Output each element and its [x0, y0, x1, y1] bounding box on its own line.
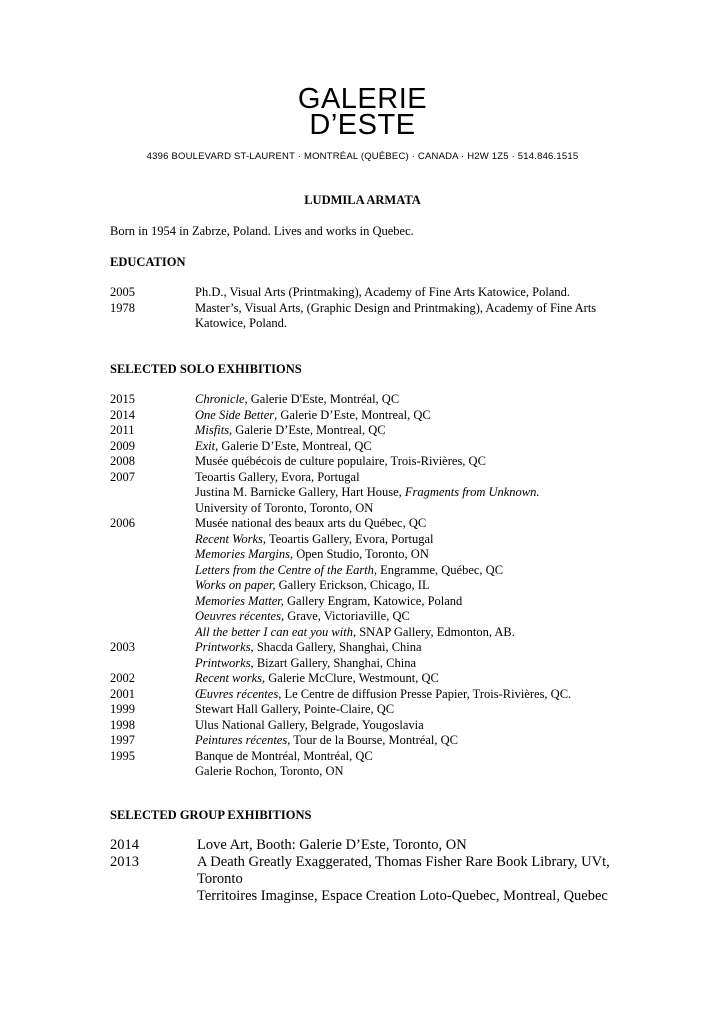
entry-year: 2011	[110, 423, 135, 437]
solo-exhibition-row	[110, 408, 630, 424]
entry-year: 2003	[110, 640, 135, 654]
artist-bio: Born in 1954 in Zabrze, Poland. Lives and works in Quebec.	[110, 224, 414, 238]
solo-exhibition-row	[110, 547, 630, 563]
solo-exhibition-row	[110, 423, 630, 439]
entry-description	[195, 563, 630, 579]
entry-description: Territoires Imaginse, Espace Creation Loto-Quebec, Montreal, Quebec	[197, 888, 608, 904]
solo-exhibitions-list	[110, 392, 630, 780]
gallery-address: 4396 BOULEVARD ST-LAURENT · MONTRÉAL (QUÉBEC) · CANADA · H2W 1Z5 · 514.846.1515	[146, 151, 579, 162]
exhibition-venue: , Galerie D’Este, Montreal, QC	[229, 423, 386, 437]
exhibition-venue: , Galerie D’Este, Montreal, QC	[274, 407, 431, 422]
exhibition-venue: Teoartis Gallery, Evora, Portugal	[266, 531, 434, 546]
entry-description	[195, 547, 630, 563]
logo-line-1: GALERIE	[297, 83, 428, 115]
education-list	[110, 285, 630, 332]
entry-year	[110, 501, 195, 517]
exhibition-title: Peintures récentes,	[195, 733, 291, 747]
exhibition-venue: Musée national des beaux arts du Québec, QC	[195, 516, 427, 530]
entry-year: 2015	[110, 392, 135, 406]
exhibition-title: Oeuvres récentes,	[195, 609, 285, 623]
exhibition-venue: Tour de la Bourse, Montréal, QC	[290, 733, 458, 747]
entry-year: 2013	[110, 854, 139, 870]
solo-exhibition-row	[110, 625, 630, 641]
exhibition-venue: Grave, Victoriaville, QC	[284, 609, 410, 623]
exhibition-title: Fragments from Unknown.	[404, 485, 540, 499]
group-exhibition-row	[110, 837, 630, 854]
exhibition-title: Recent Works,	[195, 531, 267, 546]
entry-year	[110, 563, 195, 579]
group-heading: SELECTED GROUP EXHIBITIONS	[110, 808, 312, 822]
exhibition-venue: , Galerie D’Este, Montreal, QC	[215, 438, 372, 453]
entry-year: 2005	[110, 285, 135, 299]
entry-description: Master’s, Visual Arts, (Graphic Design and Printmaking), Academy of Fine Arts Katowice, Poland.	[195, 300, 597, 330]
solo-exhibition-row	[110, 656, 630, 672]
entry-year: 2001	[110, 686, 135, 701]
exhibition-venue: Gallery Engram, Katowice, Poland	[283, 593, 463, 608]
entry-year	[110, 594, 195, 610]
exhibition-venue: University of Toronto, Toronto, ON	[195, 500, 374, 515]
group-exhibition-row	[110, 854, 630, 888]
solo-exhibition-row	[110, 594, 630, 610]
entry-year: 1997	[110, 733, 135, 747]
education-heading: EDUCATION	[110, 255, 186, 269]
entry-description	[195, 578, 630, 594]
exhibition-title: Printworks,	[195, 655, 254, 670]
solo-exhibition-row	[110, 749, 630, 765]
exhibition-title: All the better I can eat you with	[195, 624, 353, 639]
exhibition-venue: Stewart Hall Gallery, Pointe-Claire, QC	[195, 702, 395, 716]
exhibition-title: Recent works,	[195, 671, 266, 685]
education-row	[110, 285, 630, 301]
solo-exhibition-row	[110, 532, 630, 548]
solo-exhibition-row	[110, 485, 630, 501]
entry-year: 1999	[110, 702, 135, 716]
entry-year	[110, 609, 195, 625]
entry-year: 2002	[110, 671, 135, 685]
solo-exhibition-row	[110, 470, 630, 486]
entry-description	[195, 640, 630, 656]
entry-description	[195, 671, 630, 687]
solo-exhibition-row	[110, 718, 630, 734]
entry-year: 1995	[110, 748, 135, 763]
exhibition-title: Memories Matter,	[195, 593, 284, 608]
solo-exhibition-row	[110, 640, 630, 656]
solo-exhibition-row	[110, 563, 630, 579]
exhibition-venue: Bizart Gallery, Shanghai, China	[253, 655, 417, 670]
entry-description	[195, 532, 630, 548]
solo-exhibition-row	[110, 501, 630, 517]
exhibition-venue: Musée québécois de culture populaire, Trois-Rivières, QC	[195, 454, 486, 468]
entry-year: 2006	[110, 516, 135, 530]
exhibition-venue: Ulus National Gallery, Belgrade, Yougoslavia	[195, 717, 424, 732]
entry-year	[110, 764, 195, 780]
entry-year	[110, 532, 195, 548]
exhibition-title: Letters from the Centre of the Earth,	[195, 562, 378, 577]
entry-description	[195, 470, 630, 486]
exhibition-venue: Galerie McClure, Westmount, QC	[265, 671, 439, 685]
solo-exhibition-row	[110, 671, 630, 687]
artist-name: LUDMILA ARMATA	[304, 193, 421, 207]
solo-heading: SELECTED SOLO EXHIBITIONS	[110, 362, 302, 376]
exhibition-title: Exit	[195, 438, 216, 453]
entry-year: 2014	[110, 837, 139, 853]
entry-description: Love Art, Booth: Galerie D’Este, Toronto, ON	[197, 837, 467, 853]
exhibition-title: Memories Margins,	[195, 547, 294, 561]
entry-description	[195, 423, 630, 439]
entry-year	[110, 625, 195, 641]
entry-description	[195, 718, 630, 734]
entry-description	[195, 516, 630, 532]
entry-year: 1998	[110, 717, 135, 732]
entry-description	[195, 749, 630, 765]
exhibition-venue: Engramme, Québec, QC	[377, 562, 504, 577]
group-exhibition-row	[110, 888, 630, 905]
entry-description	[195, 408, 630, 424]
entry-year: 2008	[110, 454, 135, 468]
gallery-logo	[0, 83, 725, 141]
exhibition-venue: , Le Centre de diffusion Presse Papier, Trois-Rivières, QC.	[278, 686, 572, 701]
entry-year: 2009	[110, 438, 135, 453]
exhibition-title: Œuvres récentes	[195, 686, 279, 701]
entry-year: 2007	[110, 469, 135, 484]
exhibition-title: One Side Better	[195, 407, 275, 422]
exhibition-title: Printworks,	[195, 640, 254, 654]
solo-exhibition-row	[110, 392, 630, 408]
exhibition-venue: Open Studio, Toronto, ON	[293, 547, 429, 561]
entry-year	[110, 578, 195, 594]
entry-description	[195, 625, 630, 641]
entry-description	[195, 501, 630, 517]
solo-exhibition-row	[110, 733, 630, 749]
entry-description	[195, 454, 630, 470]
entry-year	[110, 656, 195, 672]
entry-description	[195, 702, 630, 718]
exhibition-title: Works on paper,	[195, 578, 276, 592]
entry-description	[195, 439, 630, 455]
entry-year	[110, 888, 197, 905]
solo-exhibition-row	[110, 454, 630, 470]
group-exhibitions-list	[110, 837, 630, 905]
exhibition-venue: Justina M. Barnicke Gallery, Hart House,	[195, 485, 405, 499]
exhibition-venue: Galerie Rochon, Toronto, ON	[195, 764, 344, 778]
entry-year	[110, 485, 195, 501]
entry-description	[195, 485, 630, 501]
exhibition-title: Misfits	[195, 423, 230, 437]
education-row	[110, 301, 630, 332]
exhibition-venue: , SNAP Gallery, Edmonton, AB.	[352, 624, 515, 639]
entry-description: A Death Greatly Exaggerated, Thomas Fisher Rare Book Library, UVt, Toronto	[197, 854, 610, 887]
entry-description	[195, 594, 630, 610]
entry-year: 2014	[110, 407, 135, 422]
exhibition-venue: Banque de Montréal, Montréal, QC	[195, 748, 373, 763]
logo-line-2: D’ESTE	[309, 109, 416, 141]
entry-year	[110, 547, 195, 563]
entry-description: Ph.D., Visual Arts (Printmaking), Academy of Fine Arts Katowice, Poland.	[195, 285, 571, 299]
exhibition-title: Chronicle	[195, 392, 245, 406]
entry-description	[195, 687, 630, 703]
entry-description	[195, 392, 630, 408]
entry-description	[195, 609, 630, 625]
entry-description	[195, 733, 630, 749]
solo-exhibition-row	[110, 439, 630, 455]
exhibition-venue: , Galerie D'Este, Montréal, QC	[244, 392, 400, 406]
entry-description	[195, 656, 630, 672]
exhibition-venue: Teoartis Gallery, Evora, Portugal	[195, 469, 360, 484]
exhibition-venue: Gallery Erickson, Chicago, IL	[275, 578, 430, 592]
entry-year: 1978	[110, 300, 135, 315]
solo-exhibition-row	[110, 578, 630, 594]
solo-exhibition-row	[110, 516, 630, 532]
exhibition-venue: Shacda Gallery, Shanghai, China	[253, 640, 422, 654]
entry-description	[195, 764, 630, 780]
solo-exhibition-row	[110, 609, 630, 625]
solo-exhibition-row	[110, 764, 630, 780]
solo-exhibition-row	[110, 702, 630, 718]
solo-exhibition-row	[110, 687, 630, 703]
